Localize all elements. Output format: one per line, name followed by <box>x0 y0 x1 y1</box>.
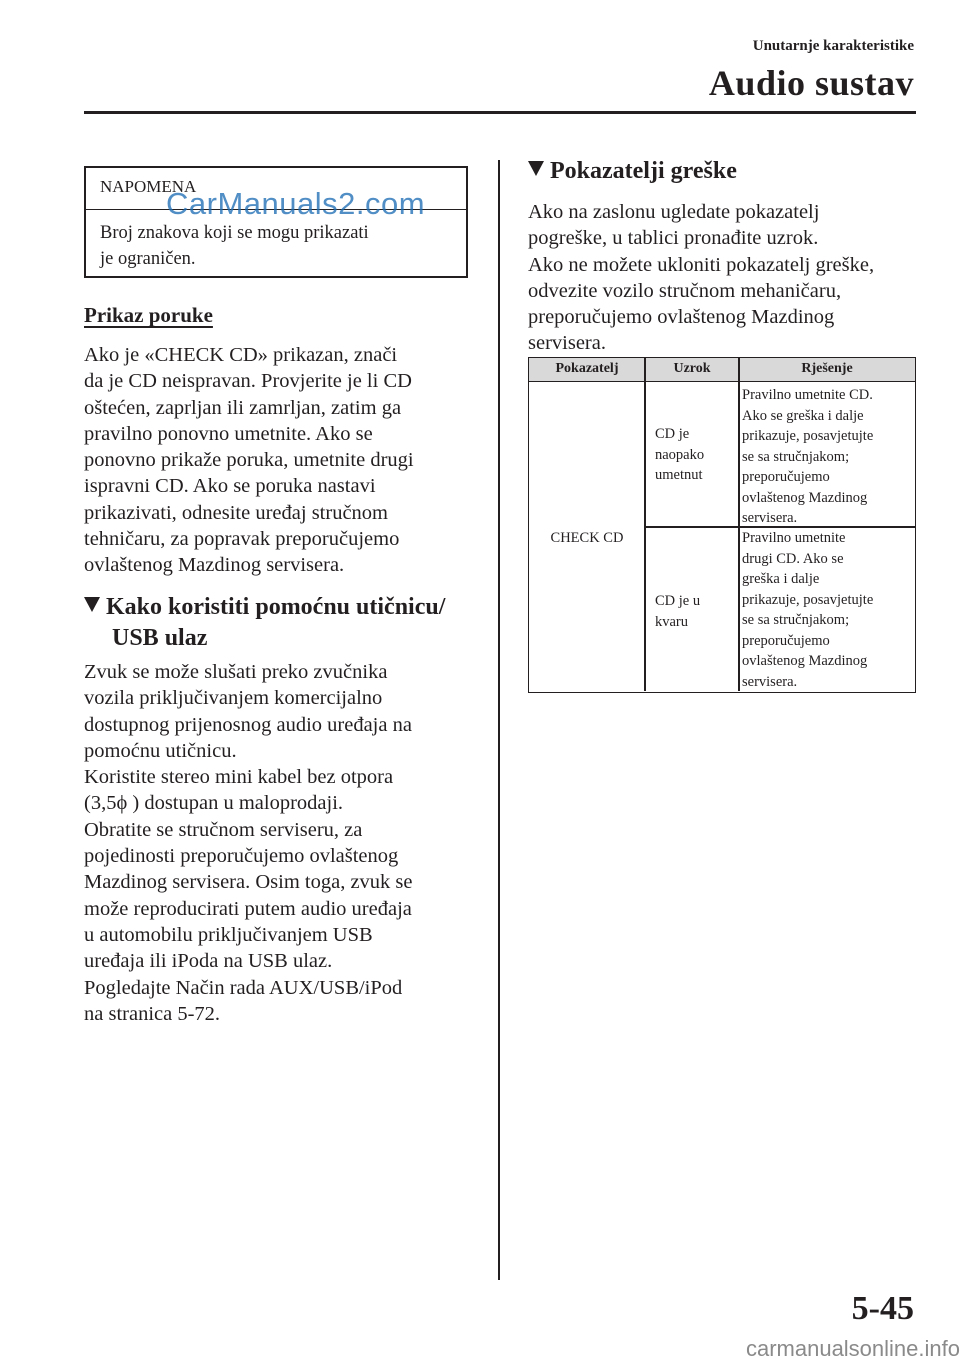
aux-usb-heading-line1: Kako koristiti pomoćnu utičnicu/ <box>106 594 446 620</box>
cell-line: CD je <box>655 426 690 442</box>
text-line: Koristite stereo mini kabel bez otpora <box>84 766 394 789</box>
chapter-subtitle: Unutarnje karakteristike <box>752 38 914 54</box>
table-header-cause: Uzrok <box>645 358 739 382</box>
text-line: odvezite vozilo stručnom mehaničaru, <box>528 279 842 302</box>
error-table <box>528 357 916 693</box>
text-line: Mazdinog servisera. Osim toga, zvuk se <box>84 871 413 894</box>
text-line: Zvuk se može slušati preko zvučnika <box>84 661 388 683</box>
text-line: ispravni CD. Ako se poruka nastavi <box>84 475 376 498</box>
text-line: ovlaštenog Mazdinog servisera. <box>84 554 345 577</box>
table-cell-solution <box>742 528 873 692</box>
aux-usb-heading-line2: USB ulaz <box>112 625 208 651</box>
text-line: može reproducirati putem audio uređaja <box>84 897 412 920</box>
text-line: Obratite se stručnom serviseru, za <box>84 818 363 841</box>
note-line: je ograničen. <box>100 249 196 269</box>
cell-line: umetnut <box>655 467 703 483</box>
chapter-title: Audio sustav <box>708 63 914 103</box>
cell-line: se sa stručnjakom; <box>742 448 850 465</box>
text-line: pogreške, u tablici pronađite uzrok. <box>528 227 819 250</box>
table-header-solution: Rješenje <box>739 358 915 382</box>
table-cell-solution <box>742 385 873 529</box>
note-body <box>100 220 454 272</box>
cell-line: preporučujemo <box>742 632 830 649</box>
text-line: tehničaru, za popravak preporučujemo <box>84 528 400 551</box>
cell-line: kvaru <box>655 613 689 630</box>
text-line: servisera. <box>528 332 606 355</box>
text-line: dostupnog prijenosnog audio uređaja na <box>84 713 412 736</box>
cell-line: preporučujemo <box>742 469 830 485</box>
cell-line: servisera. <box>742 510 798 526</box>
cell-line: servisera. <box>742 673 798 690</box>
note-heading: NAPOMENA <box>86 168 466 210</box>
cell-line: prikazuje, posavjetujte <box>742 591 874 608</box>
text-line: Ako je «CHECK CD» prikazan, znači <box>84 344 398 366</box>
triangle-bullet-icon <box>84 597 100 612</box>
table-cell-indicator: CHECK CD <box>550 530 624 546</box>
column-divider <box>498 160 500 1280</box>
text-line: preporučujemo ovlaštenog Mazdinog <box>528 306 835 329</box>
text-line: vozila priključivanjem komercijalno <box>84 687 383 710</box>
message-display-text <box>84 342 414 579</box>
footer-site-watermark: carmanualsonline.info <box>745 1336 960 1361</box>
triangle-bullet-icon <box>528 161 544 176</box>
text-line: pravilno ponovno umetnite. Ako se <box>84 422 373 445</box>
text-line: Ako na zaslonu ugledate pokazatelj <box>528 201 820 223</box>
watermark-logo: CarManuals2.com <box>166 186 426 221</box>
cell-line: Ako se greška i dalje <box>742 407 864 424</box>
note-line: Broj znakova koji se mogu prikazati <box>100 223 369 243</box>
table-cell-cause <box>655 424 704 486</box>
text-line: uređaja ili iPoda na USB ulaz. <box>84 950 333 973</box>
error-indicators-heading-text: Pokazatelji greške <box>550 158 737 184</box>
cell-line: Pravilno umetnite <box>742 530 846 546</box>
text-line: pojedinosti preporučujemo ovlaštenog <box>84 845 399 868</box>
text-line: ponovno prikaže poruka, umetnite drugi <box>84 449 414 472</box>
text-line: prikazivati, odnesite uređaj stručnom <box>84 501 388 524</box>
cell-line: Pravilno umetnite CD. <box>742 387 873 403</box>
cell-line: ovlaštenog Mazdinog <box>742 489 868 506</box>
aux-usb-text <box>84 659 413 1027</box>
note-box <box>84 166 468 278</box>
error-indicators-text <box>528 199 874 357</box>
table-header-indicator: Pokazatelj <box>529 358 645 382</box>
table-cell-cause <box>655 591 700 632</box>
text-line: da je CD neispravan. Provjerite je li CD <box>84 370 412 393</box>
cell-line: prikazuje, posavjetujte <box>742 428 874 444</box>
cell-line: drugi CD. Ako se <box>742 550 844 567</box>
text-line: Ako ne možete ukloniti pokazatelj greške, <box>528 253 875 276</box>
cell-line: CD je u <box>655 593 701 609</box>
text-line: oštećen, zaprljan ili zamrljan, zatim ga <box>84 396 402 419</box>
text-line: (3,5ϕ ) dostupan u maloprodaji. <box>84 792 344 815</box>
table-divider <box>738 358 740 691</box>
cell-line: ovlaštenog Mazdinog <box>742 653 868 669</box>
page-number: 5-45 <box>851 1290 914 1327</box>
error-indicators-heading <box>528 156 737 187</box>
cell-line: se sa stručnjakom; <box>742 612 850 628</box>
cell-line: greška i dalje <box>742 571 820 587</box>
header-rule <box>84 111 916 114</box>
cell-line: naopako <box>655 446 705 463</box>
text-line: pomoćnu utičnicu. <box>84 739 237 762</box>
message-display-heading: Prikaz poruke <box>84 303 213 327</box>
aux-usb-heading <box>84 592 445 654</box>
text-line: na stranica 5-72. <box>84 1002 221 1025</box>
text-line: Pogledajte Način rada AUX/USB/iPod <box>84 976 403 999</box>
text-line: u automobilu priključivanjem USB <box>84 923 373 946</box>
table-divider <box>644 358 646 691</box>
